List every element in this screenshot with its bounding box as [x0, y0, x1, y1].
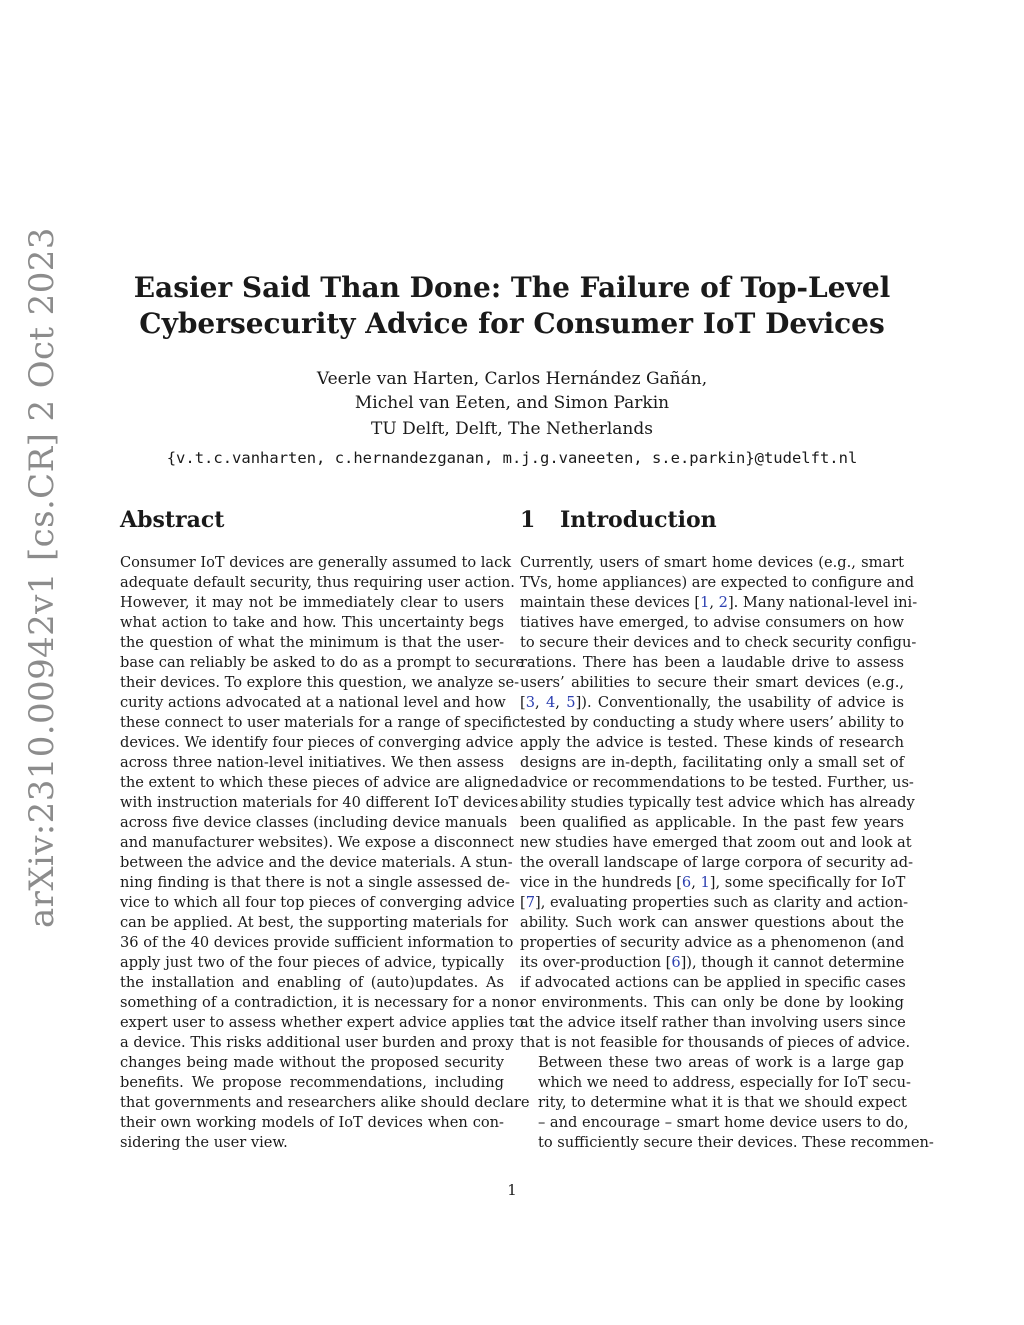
text-line: new studies have emerged that zoom out and look at — [520, 834, 912, 851]
text-line: vice to which all four top pieces of converging advice — [120, 894, 515, 911]
text-line: ning finding is that there is not a single assessed de- — [120, 874, 510, 891]
text-line: maintain these devices [1, 2]. Many national-level ini- — [520, 594, 918, 611]
introduction-heading — [520, 505, 904, 535]
intro-paragraph-2 — [520, 1053, 934, 1153]
authors-line-2: Michel van Eeten, and Simon Parkin — [354, 393, 670, 413]
text-line: devices. We identify four pieces of converging advice — [120, 734, 514, 751]
text-line: or environments. This can only be done by looking — [520, 994, 904, 1011]
text-line: to sufficiently secure their devices. These recommen- — [538, 1134, 934, 1151]
text-line: what action to take and how. This uncertainty begs — [120, 614, 504, 631]
section-title: Introduction — [560, 507, 717, 533]
text-line: ability studies typically test advice which has already — [520, 794, 915, 811]
text-line: changes being made without the proposed security — [120, 1054, 504, 1071]
text-line: tiatives have emerged, to advise consumers on how — [520, 614, 904, 631]
page-number: 1 — [507, 1181, 517, 1199]
text-line: Currently, users of smart home devices (e.g., smart — [520, 554, 904, 571]
text-line: their own working models of IoT devices when con- — [120, 1114, 504, 1131]
text-line: designs are in-depth, facilitating only a small set of — [520, 754, 904, 771]
text-line: that governments and researchers alike should declare — [120, 1094, 530, 1111]
title-line-1: Easier Said Than Done: The Failure of Top-Level — [133, 271, 891, 304]
text-line: [7], evaluating properties such as clarity and action- — [520, 894, 909, 911]
text-line: benefits. We propose recommendations, including — [120, 1074, 504, 1091]
abstract-text — [120, 553, 530, 1153]
text-line: their devices. To explore this question, we analyze se- — [120, 674, 520, 691]
citation-link[interactable]: 3 — [525, 694, 535, 711]
section-number: 1 — [520, 507, 536, 533]
text-line: rity, to determine what it is that we should expect — [538, 1094, 907, 1111]
text-line: [3, 4, 5]). Conventionally, the usability of advice is — [520, 694, 904, 711]
text-line: at the advice itself rather than involving users since — [520, 1014, 906, 1031]
text-line: can be applied. At best, the supporting materials for — [120, 914, 509, 931]
text-line: TVs, home appliances) are expected to configure and — [520, 574, 915, 591]
text-line: and manufacturer websites). We expose a disconnect — [120, 834, 514, 851]
text-line: rations. There has been a laudable drive to assess — [520, 654, 904, 671]
text-line: with instruction materials for 40 different IoT devices — [120, 794, 519, 811]
text-line: a device. This risks additional user burden and proxy — [120, 1034, 514, 1051]
citation-link[interactable]: 1 — [700, 874, 710, 891]
text-line: between the advice and the device materials. A stun- — [120, 854, 513, 871]
citation-link[interactable]: 1 — [700, 594, 710, 611]
text-line: ability. Such work can answer questions about the — [520, 914, 904, 931]
text-line: across three nation-level initiatives. We then assess — [120, 754, 504, 771]
intro-paragraph-1 — [520, 553, 918, 1053]
text-line: sidering the user view. — [120, 1134, 288, 1151]
text-line: these connect to user materials for a range of specific — [120, 714, 521, 731]
text-line: adequate default security, thus requiring user action. — [120, 574, 515, 591]
text-line: something of a contradiction, it is necessary for a non- — [120, 994, 525, 1011]
text-line: properties of security advice as a phenomenon (and — [520, 934, 905, 951]
text-line: tested by conducting a study where users’ ability to — [520, 714, 904, 731]
text-line: the installation and enabling of (auto)updates. As — [120, 974, 504, 991]
citation-link[interactable]: 5 — [566, 694, 576, 711]
text-line: apply the advice is tested. These kinds of research — [520, 734, 904, 751]
text-line: the extent to which these pieces of advice are aligned — [120, 774, 520, 791]
abstract-heading: Abstract — [120, 507, 225, 533]
citation-link[interactable]: 2 — [718, 594, 728, 611]
text-line: However, it may not be immediately clear to users — [120, 594, 504, 611]
text-line: its over-production [6]), though it cannot determine — [520, 954, 905, 971]
text-line: Consumer IoT devices are generally assumed to lack — [120, 554, 512, 571]
text-line: apply just two of the four pieces of advice, typically — [120, 954, 504, 971]
text-line: that is not feasible for thousands of pieces of advice. — [520, 1034, 911, 1051]
citation-link[interactable]: 7 — [525, 894, 535, 911]
author-list — [100, 367, 924, 415]
text-line: Between these two areas of work is a large gap — [538, 1054, 904, 1071]
title-line-2: Cybersecurity Advice for Consumer IoT Devices — [139, 307, 885, 340]
text-line: curity actions advocated at a national level and how — [120, 694, 506, 711]
citation-link[interactable]: 6 — [681, 874, 692, 891]
text-line: the question of what the minimum is that the user- — [120, 634, 504, 651]
text-line: if advocated actions can be applied in specific cases — [520, 974, 906, 991]
text-line: advice or recommendations to be tested. Further, us- — [520, 774, 914, 791]
text-line: vice in the hundreds [6, 1], some specifically for IoT — [520, 874, 906, 891]
abstract-column — [120, 505, 530, 1153]
text-line: which we need to address, especially for IoT secu- — [538, 1074, 911, 1091]
authors-line-1: Veerle van Harten, Carlos Hernández Gañán, — [316, 369, 708, 389]
affiliation: TU Delft, Delft, The Netherlands — [371, 419, 653, 439]
text-line: expert user to assess whether expert advice applies to — [120, 1014, 524, 1031]
text-line: been qualified as applicable. In the past few years — [520, 814, 904, 831]
introduction-column — [520, 505, 934, 1153]
text-line: – and encourage – smart home device users to do, — [538, 1114, 909, 1131]
text-line: users’ abilities to secure their smart devices (e.g., — [520, 674, 904, 691]
citation-link[interactable]: 6 — [671, 954, 681, 971]
citation-link[interactable]: 4 — [545, 694, 556, 711]
text-line: to secure their devices and to check security configu- — [520, 634, 917, 651]
text-line: 36 of the 40 devices provide sufficient information to — [120, 934, 514, 951]
arxiv-stamp: arXiv:2310.00942v1 [cs.CR] 2 Oct 2023 — [22, 227, 62, 928]
paper-title — [100, 270, 924, 342]
author-emails: {v.t.c.vanharten, c.hernandezganan, m.j.g.vaneeten, s.e.parkin}@tudelft.nl — [166, 449, 858, 467]
text-line: base can reliably be asked to do as a prompt to secure — [120, 654, 525, 671]
text-line: the overall landscape of large corpora of security ad- — [520, 854, 914, 871]
text-line: across five device classes (including device manuals — [120, 814, 508, 831]
